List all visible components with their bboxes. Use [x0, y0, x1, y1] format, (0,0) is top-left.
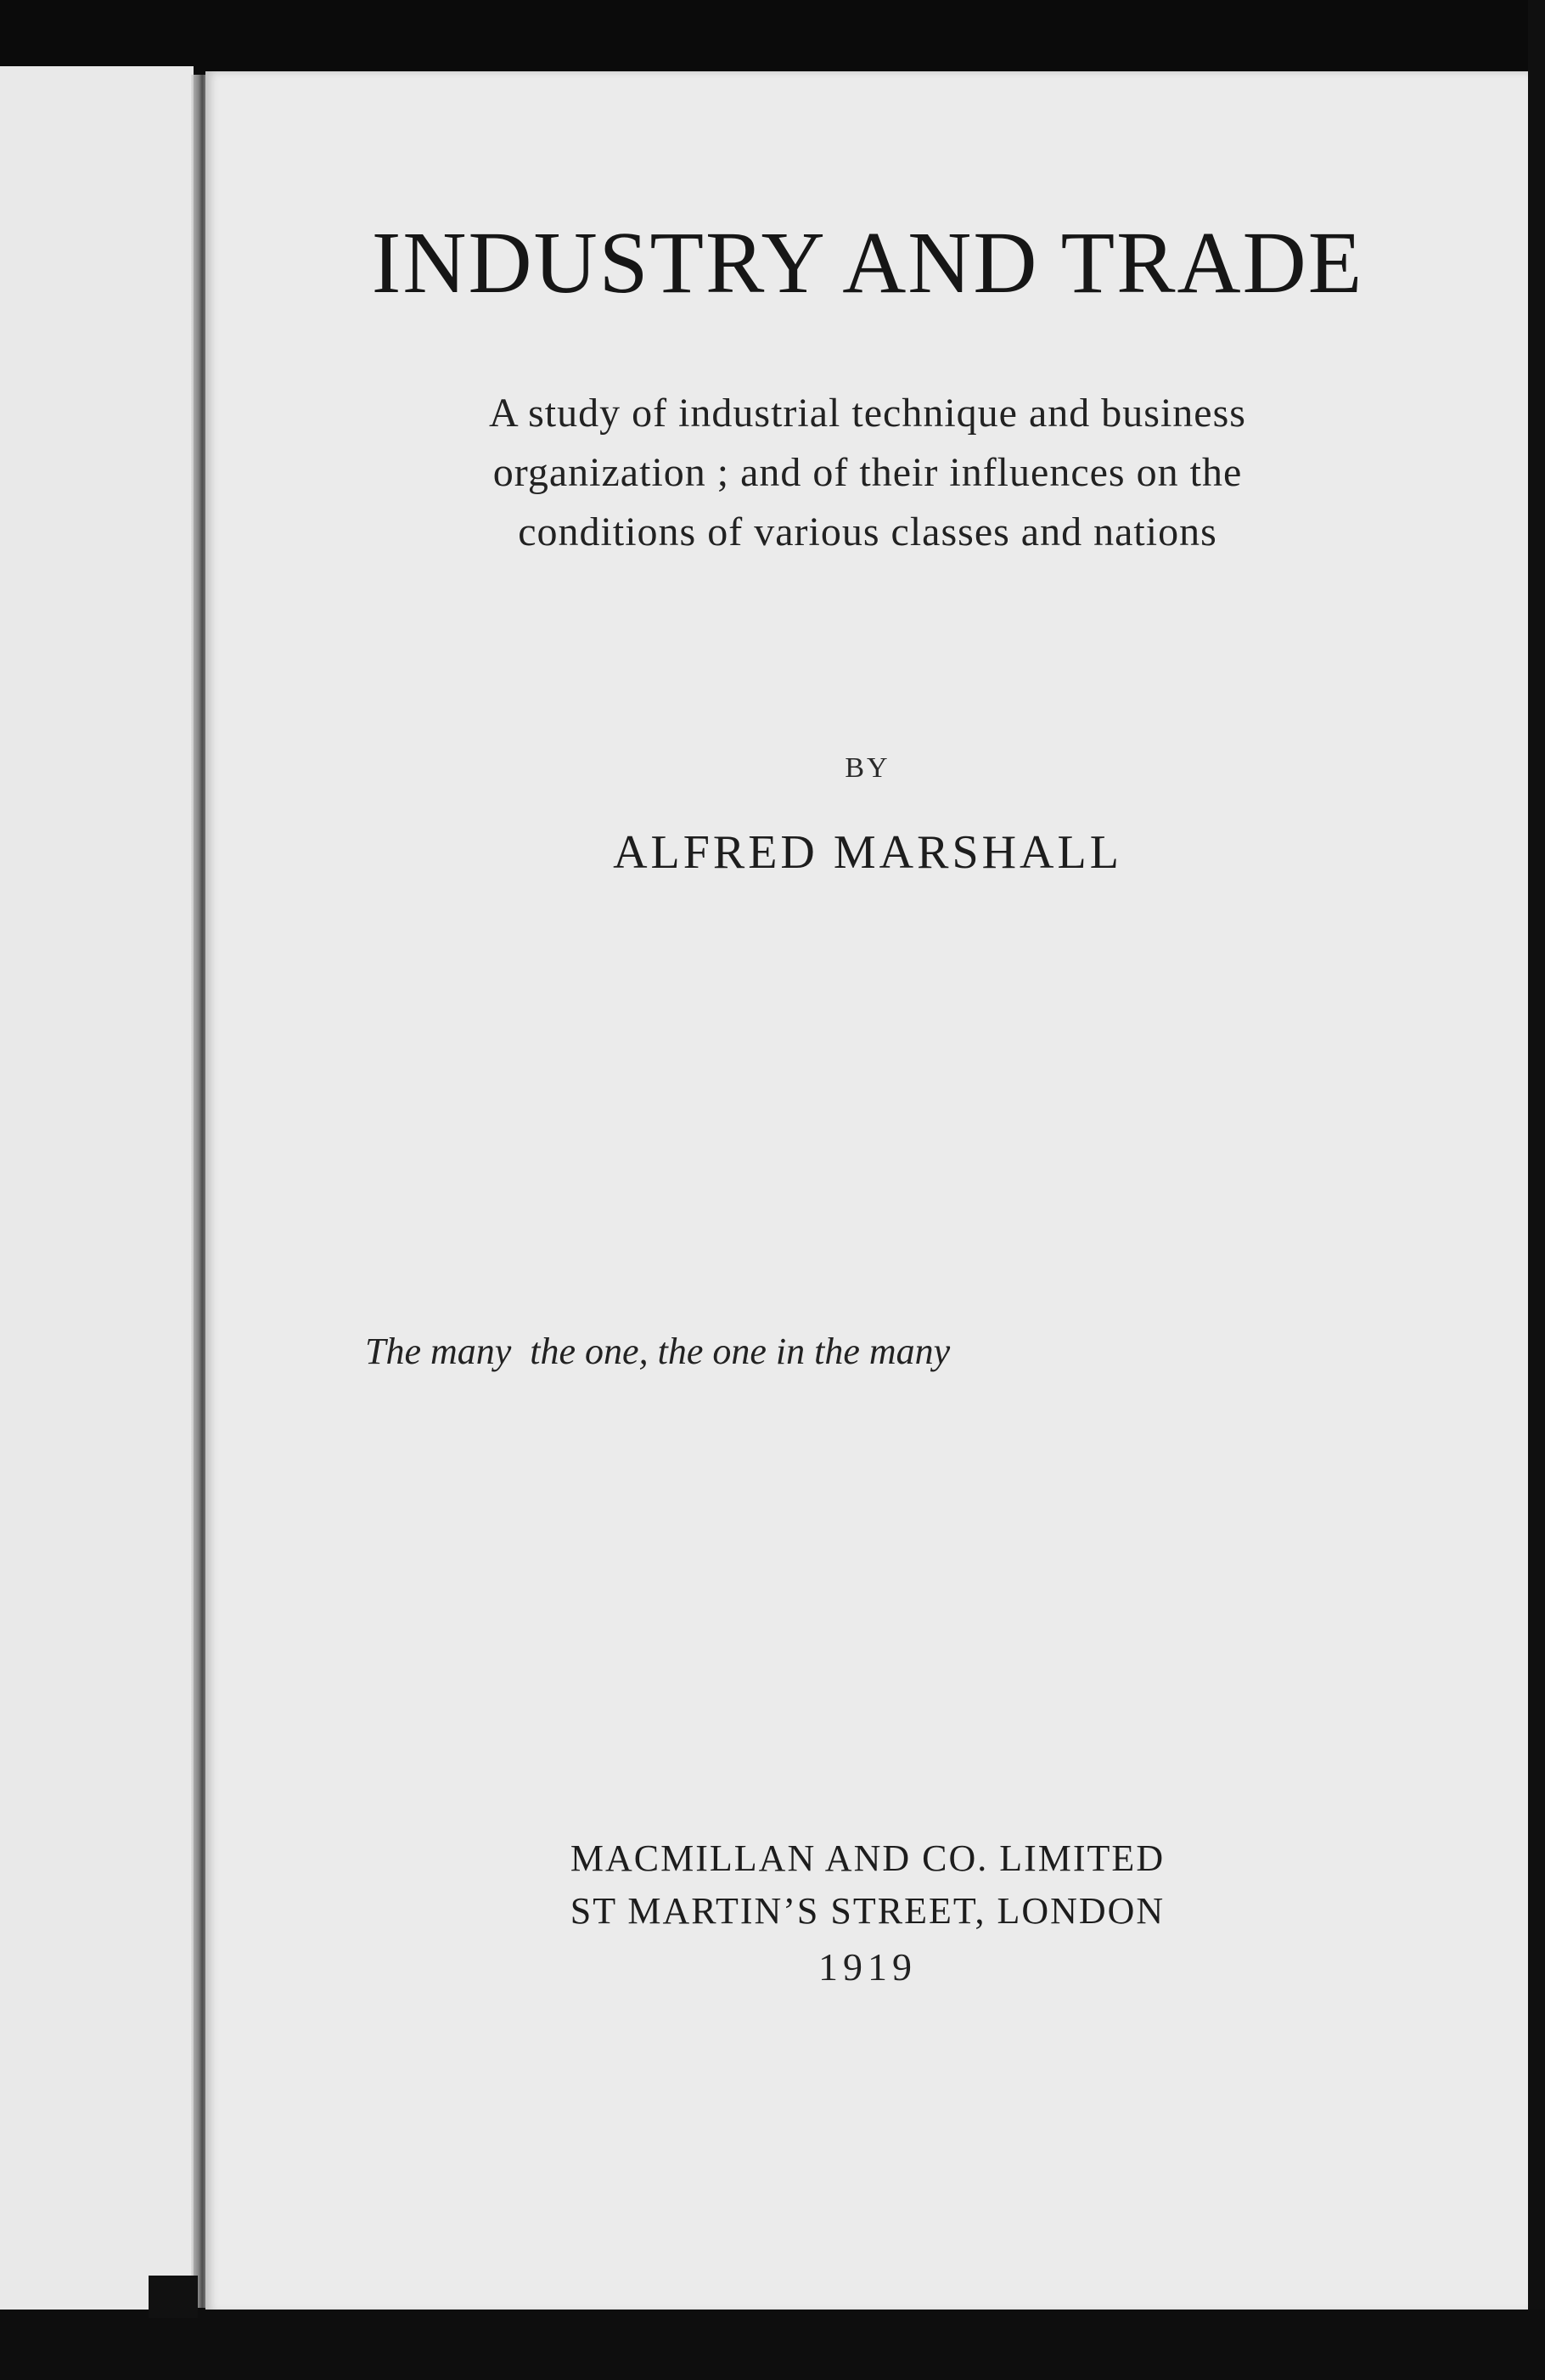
publication-year: 1919 — [818, 1945, 917, 1989]
publisher — [205, 1832, 1530, 1938]
left-page-edge — [0, 66, 194, 2359]
book-title: INDUSTRY AND TRADE — [371, 214, 1364, 312]
book-subtitle — [205, 384, 1530, 562]
motto: The many the one, the one in the many — [365, 1331, 951, 1372]
author-name: ALFRED MARSHALL — [613, 826, 1122, 879]
subtitle-line: conditions of various classes and nations — [518, 509, 1217, 554]
publisher-line: ST MARTIN’S STREET, LONDON — [570, 1890, 1166, 1932]
right-border — [1528, 0, 1545, 2380]
gutter-corner — [149, 2276, 198, 2318]
subtitle-line: organization ; and of their influences on the — [492, 450, 1243, 495]
publisher-line: MACMILLAN AND CO. LIMITED — [570, 1837, 1166, 1879]
subtitle-line: A study of industrial technique and business — [489, 391, 1246, 436]
by-label: BY — [845, 752, 890, 784]
bottom-border — [0, 2310, 1545, 2380]
